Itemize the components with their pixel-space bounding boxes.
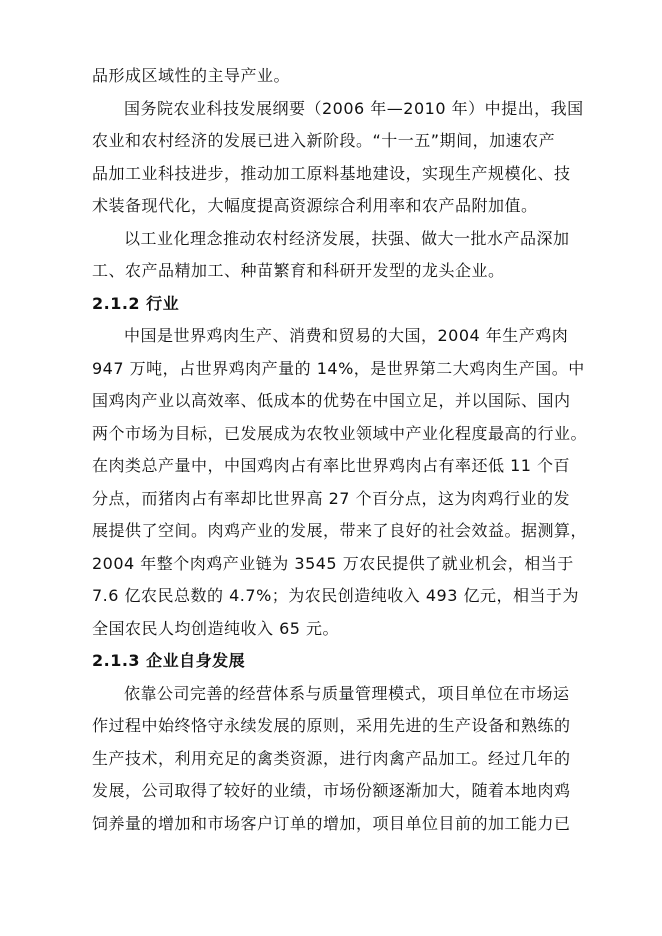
text-line: 品加工业科技进步，推动加工原料基地建设，实现生产规模化、技 — [92, 163, 571, 183]
text-line: 发展，公司取得了较好的业绩，市场份额逐渐加大，随着本地肉鸡 — [92, 781, 571, 800]
text-line: 生产技术，利用充足的禽类资源，进行肉禽产品加工。经过几年的 — [92, 748, 571, 768]
text-line: 农业和农村经济的发展已进入新阶段。“十一五”期间，加速农产 — [92, 131, 556, 150]
paragraph-first-line: 中国是世界鸡肉生产、消费和贸易的大国，2004 年生产鸡肉 — [124, 326, 569, 345]
text-line: 品形成区域性的主导产业。 — [92, 66, 291, 85]
paragraph-first-line: 国务院农业科技发展纲要（2006 年—2010 年）中提出，我国 — [124, 98, 584, 118]
text-line: 术装备现代化，大幅度提高资源综合利用率和农产品附加值。 — [92, 196, 538, 215]
text-line: 饲养量的增加和市场客户订单的增加，项目单位目前的加工能力已 — [92, 813, 571, 833]
text-line: 2004 年整个肉鸡产业链为 3545 万农民提供了就业机会，相当于 — [92, 553, 574, 573]
text-line: 947 万吨，占世界鸡肉产量的 14%，是世界第二大鸡肉生产国。中 — [92, 358, 585, 378]
text-line: 在肉类总产量中，中国鸡肉占有率比世界鸡肉占有率还低 11 个百 — [92, 456, 571, 475]
text-line: 7.6 亿农民总数的 4.7%；为农民创造纯收入 493 亿元，相当于为 — [92, 586, 579, 605]
text-line: 分点，而猪肉占有率却比世界高 27 个百分点，这为肉鸡行业的发 — [92, 488, 571, 508]
text-line: 工、农产品精加工、种苗繁育和科研开发型的龙头企业。 — [92, 261, 505, 280]
text-line: 展提供了空间。肉鸡产业的发展，带来了良好的社会效益。据测算， — [92, 521, 588, 540]
text-line: 国鸡肉产业以高效率、低成本的优势在中国立足，并以国际、国内 — [92, 391, 571, 410]
text-line: 全国农民人均创造纯收入 65 元。 — [92, 618, 340, 638]
section-heading: 2.1.3 企业自身发展 — [92, 651, 246, 670]
section-heading: 2.1.2 行业 — [92, 293, 180, 313]
text-line: 两个市场为目标，已发展成为农牧业领域中产业化程度最高的行业。 — [92, 423, 588, 443]
paragraph-first-line: 依靠公司完善的经营体系与质量管理模式，项目单位在市场运 — [124, 683, 570, 703]
text-line: 作过程中始终恪守永续发展的原则，采用先进的生产设备和熟练的 — [92, 716, 571, 735]
paragraph-first-line: 以工业化理念推动农村经济发展，扶强、做大一批水产品深加 — [124, 228, 570, 248]
